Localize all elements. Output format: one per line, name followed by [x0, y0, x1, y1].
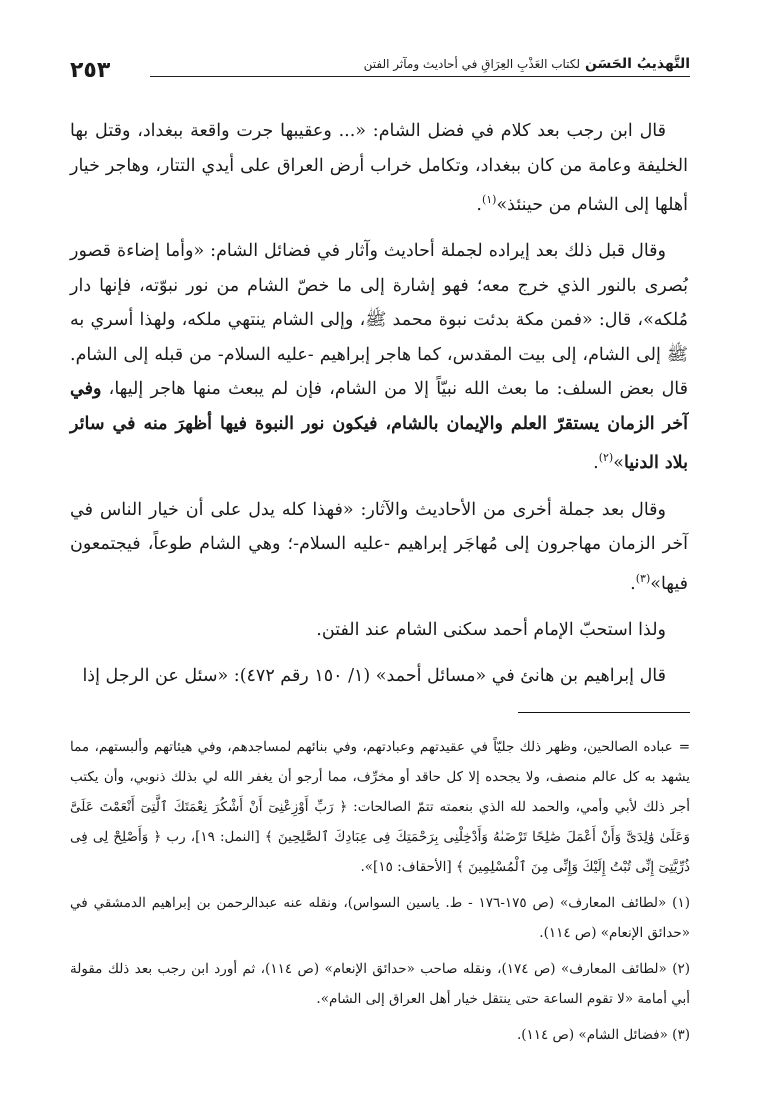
footnote-ref-2: (٢) — [598, 451, 614, 465]
paragraph-1 — [70, 114, 688, 222]
footnote-2: (٢) «لطائف المعارف» (ص ١٧٤)، ونقله صاحب «حدائق الإنعام» (ص ١١٤)، ثم أورد ابن رجب بعد ذلك مقولة أبي أمامة «لا تقوم الساعة حتى ينتقل خيار أهل العراق إلى الشام». — [70, 961, 691, 1007]
paragraph-5: قال إبراهيم بن هانئ في «مسائل أحمد» (١/ ١٥٠ رقم ٤٧٢): «سئل عن الرجل إذا — [82, 666, 666, 687]
paragraph-3 — [70, 493, 688, 601]
footnote-1: (١) «لطائف المعارف» (ص ١٧٥-١٧٦ - ط. ياسين السواس)، ونقله عنه عبدالرحمن بن إبراهيم الدمشقي في «حدائق الإنعام» (ص ١١٤). — [70, 895, 690, 941]
footnote-separator — [518, 712, 690, 713]
book-subtitle: لكتاب العَذْبِ العِرَاقِ في أحاديث ومآثر الفتن — [363, 57, 581, 71]
paragraph-3-text: وقال بعد جملة أخرى من الأحاديث والآثار: «فهذا كله يدل على أن خيار الناس في آخر الزمان مهاجرون إلى مُهاجَر إبراهيم -عليه السلام-؛ وهي الشام طوعاً، فيجتمعون فيها» — [70, 499, 688, 594]
page-number: ٢٥٣ — [70, 58, 111, 83]
running-title — [150, 56, 690, 77]
continuation-mark: = — [678, 739, 690, 755]
footnotes — [70, 732, 690, 1050]
book-title: التَّهذيبُ الحَسَن — [584, 56, 690, 72]
main-text — [70, 114, 688, 694]
paragraph-1-text: قال ابن رجب بعد كلام في فضل الشام: «... وعقيبها جرت واقعة ببغداد، وقتل بها الخليفة وعامة من كان ببغداد، وتكامل خراب أرض العراق على أيدي التتار، وهاجر خيار أهلها إلى الشام من حينئذ» — [70, 121, 688, 215]
paragraph-2 — [70, 234, 688, 480]
paragraph-2-text: وقال قبل ذلك بعد إيراده لجملة أحاديث وآثار في فضائل الشام: «وأما إضاءة قصور بُصرى بالنور الذي خرج معه؛ فهو إشارة إلى ما خصّ الشام من نور نبوّته، فإنها دار مُلكه»، قال: «فمن مكة بدئت نبوة محمد ﷺ، وإلى الشام ينتهي ملكه، ولهذا أسري به ﷺ إلى الشام، إلى بيت المقدس، كما هاجر إبراهيم -عليه السلام- من قبله إلى الشام. قال بعض السلف: ما بعث الله نبيّاً إلا من الشام، فإن لم يبعث منها هاجر إليها، — [70, 241, 688, 400]
quran-verse-2: ﴿ وَأَصْلِحْ لِى فِى ذُرِّيَّتِىٓ إِنِّى تُبْتُ إِلَيْكَ وَإِنِّى مِنَ ٱلْمُسْلِمِينَ ﴾ — [70, 829, 690, 875]
footnote-continuation — [70, 732, 690, 882]
footnote-3: (٣) «فضائل الشام» (ص ١١٤). — [516, 1027, 690, 1043]
paragraph-1-end: . — [476, 194, 482, 215]
paragraph-2-end: . — [593, 453, 599, 474]
verse-ref-1: [النمل: ١٩]، رب — [161, 829, 265, 845]
continuation-text: عباده الصالحين، وظهر ذلك جليّاً في عقيدتهم وعبادتهم، وفي بنائهم لمساجدهم، وفي هيئاتهم وألبستهم، مما يشهد به كل عالم منصف، ولا يجحده إلا كل حاقد أو مخرِّف، مما أرجو أن يغفر الله لي بذلك ذنوبي، وأن يكتب أجر ذلك لأبي وأمي، والحمد لله الذي بنعمته تتمّ الصالحات: — [70, 739, 691, 815]
footnote-ref-3: (٣) — [635, 571, 651, 585]
paragraph-4: ولذا استحبّ الإمام أحمد سكنى الشام عند الفتن. — [316, 619, 666, 640]
paragraph-3-end: . — [630, 573, 636, 594]
quran-verse-1: ﴿ رَبِّ أَوْزِعْنِىٓ أَنْ أَشْكُرَ نِعْمَتَكَ ٱلَّتِىٓ أَنْعَمْتَ عَلَىَّ وَعَلَىٰ وَٰلِدَىَّ وَأَنْ أَعْمَلَ صَٰلِحًا تَرْضَىٰهُ وَأَدْخِلْنِى بِرَحْمَتِكَ فِى عِبَادِكَ ٱلصَّٰلِحِينَ ﴾ — [70, 799, 690, 845]
paragraph-2-close: » — [613, 453, 624, 474]
verse-ref-2: [الأحقاف: ١٥]». — [360, 859, 456, 875]
page-header — [70, 38, 690, 88]
paragraph-2-bold: وفي آخر الزمان يستقرّ العلم والإيمان بالشام، فيكون نور النبوة فيها أظهرَ منه في سائر بلاد الدنيا — [70, 379, 688, 474]
footnote-ref-1: (١) — [481, 193, 497, 206]
